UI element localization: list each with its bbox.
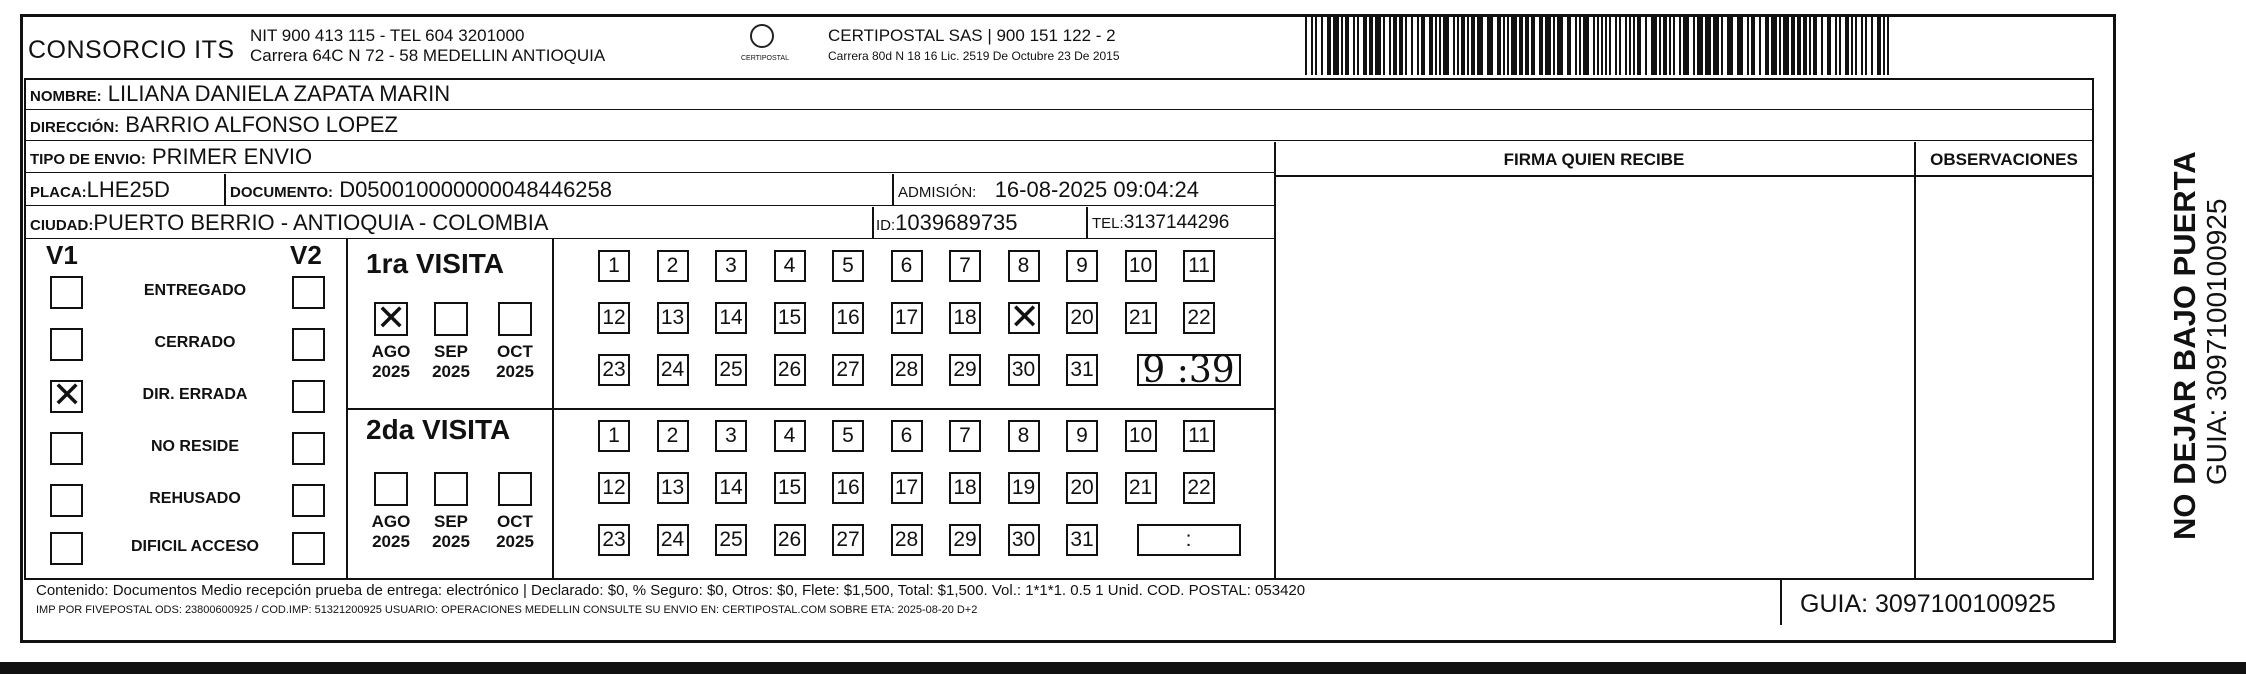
day-box-26[interactable]: 26 bbox=[774, 354, 806, 386]
barcode-bar bbox=[1683, 15, 1689, 75]
day-box-18[interactable]: 18 bbox=[949, 472, 981, 504]
barcode-bar bbox=[1851, 15, 1853, 75]
barcode-bar bbox=[1835, 15, 1837, 75]
day-box-22[interactable]: 22 bbox=[1183, 472, 1215, 504]
direccion-label: DIRECCIÓN: bbox=[30, 119, 120, 136]
divider bbox=[1274, 175, 2094, 177]
tel-label: TEL: bbox=[1092, 215, 1124, 232]
barcode-bar bbox=[1765, 15, 1769, 75]
day-box-15[interactable]: 15 bbox=[774, 302, 806, 334]
barcode-bar bbox=[1727, 15, 1733, 75]
v2-checkbox[interactable] bbox=[292, 532, 325, 565]
certipostal-logo bbox=[750, 24, 774, 48]
day-box-24[interactable]: 24 bbox=[657, 524, 689, 556]
contents-line: Contenido: Documentos Medio recepción prueba de entrega: electrónico | Declarado: $0, % Seguro: $0, Otros: $0, Flete: $1,500, Total: $1,500. Vol.: 1*1*1. 0.5 1 Unid. COD. POSTAL: 053420 bbox=[36, 582, 1306, 599]
barcode-bar bbox=[1601, 15, 1603, 75]
barcode bbox=[1305, 15, 1896, 75]
direccion-value: BARRIO ALFONSO LOPEZ bbox=[125, 112, 398, 137]
admision-label: ADMISIÓN: bbox=[898, 184, 977, 201]
barcode-bar bbox=[1705, 15, 1711, 75]
barcode-bar bbox=[1597, 15, 1599, 75]
barcode-bar bbox=[1855, 15, 1857, 75]
day-box-14[interactable]: 14 bbox=[715, 302, 747, 334]
day-box-16[interactable]: 16 bbox=[832, 472, 864, 504]
day-box-25[interactable]: 25 bbox=[715, 354, 747, 386]
status-label-no-reside: NO RESIDE bbox=[150, 438, 239, 455]
barcode-bar bbox=[1771, 15, 1777, 75]
barcode-bar bbox=[1443, 15, 1449, 75]
time-box[interactable]: 9 :39 bbox=[1137, 354, 1241, 386]
day-box-9[interactable]: 9 bbox=[1066, 250, 1098, 282]
barcode-bar bbox=[1453, 15, 1455, 75]
day-box-27[interactable]: 27 bbox=[832, 354, 864, 386]
visit2-title: 2da VISITA bbox=[366, 414, 511, 445]
barcode-bar bbox=[1629, 15, 1631, 75]
documento-label: DOCUMENTO: bbox=[230, 184, 334, 201]
barcode-bar bbox=[1439, 15, 1441, 75]
company-nit: NIT 900 413 115 - TEL 604 3201000 bbox=[250, 26, 525, 45]
scan-bottom-edge bbox=[0, 662, 2246, 674]
day-box-2[interactable]: 2 bbox=[657, 250, 689, 282]
barcode-bar bbox=[1345, 15, 1349, 75]
barcode-bar bbox=[1467, 15, 1469, 75]
barcode-bar bbox=[1575, 15, 1577, 75]
day-box-9[interactable]: 9 bbox=[1066, 420, 1098, 452]
barcode-bar bbox=[1321, 15, 1323, 75]
barcode-bar bbox=[1779, 15, 1781, 75]
barcode-bar bbox=[1759, 15, 1761, 75]
barcode-bar bbox=[1615, 15, 1617, 75]
month-label: SEP bbox=[433, 342, 469, 361]
observaciones-header: OBSERVACIONES bbox=[1930, 150, 2078, 169]
day-box-13[interactable]: 13 bbox=[657, 472, 689, 504]
carrier-info bbox=[828, 26, 1120, 66]
day-box-28[interactable]: 28 bbox=[891, 524, 923, 556]
divider bbox=[1914, 142, 1916, 580]
barcode-bar bbox=[1393, 15, 1397, 75]
placa-value: LHE25D bbox=[86, 177, 170, 202]
visit1-title: 1ra VISITA bbox=[366, 248, 504, 279]
day-box-14[interactable]: 14 bbox=[715, 472, 747, 504]
barcode-bar bbox=[1713, 15, 1719, 75]
barcode-bar bbox=[1693, 15, 1695, 75]
x-mark: ✕ bbox=[376, 298, 407, 339]
day-box-10[interactable]: 10 bbox=[1125, 420, 1157, 452]
v2-checkbox[interactable] bbox=[292, 380, 325, 413]
placa-label: PLACA: bbox=[30, 184, 87, 201]
month-checkbox-sep[interactable] bbox=[434, 472, 468, 506]
time-box[interactable]: : bbox=[1137, 524, 1241, 556]
tel-field bbox=[1092, 207, 1229, 239]
month-checkbox-ago[interactable] bbox=[374, 472, 408, 506]
placa-field bbox=[30, 174, 170, 208]
barcode-bar bbox=[1619, 15, 1621, 75]
divider bbox=[1086, 207, 1088, 238]
barcode-bar bbox=[1583, 15, 1589, 75]
month-checkbox-oct[interactable] bbox=[498, 302, 532, 336]
day-box-15[interactable]: 15 bbox=[774, 472, 806, 504]
barcode-bar bbox=[1651, 15, 1657, 75]
day-box-30[interactable]: 30 bbox=[1008, 354, 1040, 386]
day-box-11[interactable]: 11 bbox=[1183, 420, 1215, 452]
day-box-12[interactable]: 12 bbox=[598, 302, 630, 334]
barcode-bar bbox=[1457, 15, 1459, 75]
ciudad-label: CIUDAD: bbox=[30, 217, 94, 234]
v2-checkbox[interactable] bbox=[292, 328, 325, 361]
day-box-5[interactable]: 5 bbox=[832, 420, 864, 452]
barcode-bar bbox=[1645, 15, 1647, 75]
day-box-21[interactable]: 21 bbox=[1125, 302, 1157, 334]
year-label: 2025 bbox=[496, 362, 534, 381]
barcode-bar bbox=[1673, 15, 1675, 75]
direccion-row bbox=[26, 111, 2092, 141]
id-label: ID: bbox=[876, 217, 896, 234]
status-label-rehusado: REHUSADO bbox=[149, 490, 241, 507]
barcode-bar bbox=[1539, 15, 1543, 75]
status-label-dificil-acceso: DIFICIL ACCESO bbox=[130, 538, 259, 555]
barcode-bar bbox=[1471, 15, 1475, 75]
divider bbox=[224, 174, 226, 205]
barcode-bar bbox=[1497, 15, 1501, 75]
carrier-address: Carrera 80d N 18 16 Lic. 2519 De Octubre 23 De 2015 bbox=[828, 49, 1120, 63]
barcode-bar bbox=[1369, 15, 1373, 75]
barcode-bar bbox=[1697, 15, 1703, 75]
barcode-bar bbox=[1845, 15, 1849, 75]
barcode-bar bbox=[1519, 15, 1523, 75]
v1-checkbox[interactable] bbox=[50, 532, 83, 565]
v1-checkbox[interactable] bbox=[50, 375, 83, 416]
status-label-dir-errada: DIR. ERRADA bbox=[142, 386, 248, 403]
nombre-row bbox=[26, 80, 2092, 110]
v1-label: V1 bbox=[46, 240, 78, 270]
barcode-bar bbox=[1487, 15, 1493, 75]
barcode-bar bbox=[1605, 15, 1607, 75]
day-box-5[interactable]: 5 bbox=[832, 250, 864, 282]
barcode-bar bbox=[1557, 15, 1563, 75]
barcode-bar bbox=[1679, 15, 1681, 75]
day-box-19[interactable] bbox=[1008, 297, 1040, 338]
day-box-22[interactable]: 22 bbox=[1183, 302, 1215, 334]
scan-edge bbox=[0, 0, 2246, 8]
barcode-bar bbox=[1821, 15, 1823, 75]
barcode-bar bbox=[1791, 15, 1795, 75]
day-box-30[interactable]: 30 bbox=[1008, 524, 1040, 556]
barcode-bar bbox=[1567, 15, 1571, 75]
tipo-value: PRIMER ENVIO bbox=[151, 144, 313, 169]
nombre-label: NOMBRE: bbox=[30, 88, 102, 105]
day-box-31[interactable]: 31 bbox=[1066, 354, 1098, 386]
divider bbox=[552, 239, 554, 580]
company-name: CONSORCIO ITS bbox=[28, 36, 235, 64]
barcode-bar bbox=[1357, 15, 1359, 75]
day-box-21[interactable]: 21 bbox=[1125, 472, 1157, 504]
tel-value: 3137144296 bbox=[1123, 212, 1230, 233]
company-info bbox=[250, 26, 605, 66]
barcode-bar bbox=[1609, 15, 1611, 75]
print-info-line: IMP POR FIVEPOSTAL ODS: 23800600925 / COD.IMP: 51321200925 USUARIO: OPERACIONES MEDELLIN CONSULTE SU ENVIO EN: CERTIPOSTAL.COM SOBRE ETA: 2025-08-20 D+2 bbox=[36, 604, 978, 616]
day-box-7[interactable]: 7 bbox=[949, 250, 981, 282]
barcode-bar bbox=[1871, 15, 1873, 75]
barcode-bar bbox=[1579, 15, 1581, 75]
day-box-4[interactable]: 4 bbox=[774, 250, 806, 282]
v1-checkbox[interactable] bbox=[50, 484, 83, 517]
v2-label: V2 bbox=[290, 240, 322, 270]
barcode-bar bbox=[1669, 15, 1671, 75]
guia-vertical: GUIA: 3097100100925 bbox=[2201, 198, 2232, 485]
divider bbox=[346, 408, 1274, 410]
barcode-bar bbox=[1461, 15, 1465, 75]
day-box-3[interactable]: 3 bbox=[715, 250, 747, 282]
barcode-bar bbox=[1411, 15, 1413, 75]
barcode-bar bbox=[1389, 15, 1391, 75]
barcode-bar bbox=[1383, 15, 1385, 75]
day-box-11[interactable]: 11 bbox=[1183, 250, 1215, 282]
barcode-bar bbox=[1747, 15, 1749, 75]
v1-checkbox[interactable] bbox=[50, 432, 83, 465]
barcode-bar bbox=[1333, 15, 1339, 75]
day-box-31[interactable]: 31 bbox=[1066, 524, 1098, 556]
day-box-17[interactable]: 17 bbox=[891, 472, 923, 504]
day-box-18[interactable]: 18 bbox=[949, 302, 981, 334]
day-box-19[interactable]: 19 bbox=[1008, 472, 1040, 504]
day-box-27[interactable]: 27 bbox=[832, 524, 864, 556]
barcode-bar bbox=[1421, 15, 1425, 75]
barcode-bar bbox=[1531, 15, 1535, 75]
month-label: AGO bbox=[371, 342, 411, 361]
barcode-bar bbox=[1883, 15, 1885, 75]
day-box-12[interactable]: 12 bbox=[598, 472, 630, 504]
day-box-25[interactable]: 25 bbox=[715, 524, 747, 556]
day-box-7[interactable]: 7 bbox=[949, 420, 981, 452]
divider bbox=[872, 207, 874, 238]
documento-field bbox=[230, 174, 612, 208]
year-label: 2025 bbox=[372, 532, 410, 551]
v2-checkbox[interactable] bbox=[292, 432, 325, 465]
barcode-bar bbox=[1809, 15, 1811, 75]
ciudad-field bbox=[30, 207, 549, 241]
day-box-24[interactable]: 24 bbox=[657, 354, 689, 386]
year-label: 2025 bbox=[372, 362, 410, 381]
month-checkbox-ago[interactable] bbox=[374, 298, 408, 339]
certipostal-logo-text: CERTIPOSTAL bbox=[741, 55, 789, 62]
barcode-bar bbox=[1813, 15, 1817, 75]
barcode-bar bbox=[1797, 15, 1801, 75]
v1-checkbox[interactable] bbox=[50, 328, 83, 361]
day-box-23[interactable]: 23 bbox=[598, 524, 630, 556]
no-dejar-bajo-puerta: NO DEJAR BAJO PUERTA bbox=[2167, 151, 2202, 540]
divider bbox=[346, 239, 348, 580]
barcode-bar bbox=[1341, 15, 1343, 75]
day-box-3[interactable]: 3 bbox=[715, 420, 747, 452]
barcode-bar bbox=[1311, 15, 1313, 75]
barcode-bar bbox=[1507, 15, 1509, 75]
barcode-bar bbox=[1625, 15, 1627, 75]
barcode-bar bbox=[1877, 15, 1881, 75]
barcode-bar bbox=[1593, 15, 1595, 75]
firma-header: FIRMA QUIEN RECIBE bbox=[1503, 150, 1685, 169]
nombre-value: LILIANA DANIELA ZAPATA MARIN bbox=[107, 81, 451, 106]
divider bbox=[1274, 142, 1276, 580]
x-mark: ✕ bbox=[1009, 297, 1040, 338]
barcode-bar bbox=[1363, 15, 1367, 75]
day-box-23[interactable]: 23 bbox=[598, 354, 630, 386]
month-label: AGO bbox=[371, 512, 411, 531]
divider bbox=[1780, 578, 1782, 625]
barcode-bar bbox=[1375, 15, 1381, 75]
barcode-bar bbox=[1865, 15, 1867, 75]
barcode-bar bbox=[1659, 15, 1661, 75]
month-label: SEP bbox=[433, 512, 469, 531]
month-label: OCT bbox=[497, 512, 533, 531]
status-label-cerrado: CERRADO bbox=[154, 334, 236, 351]
barcode-bar bbox=[1721, 15, 1723, 75]
day-box-8[interactable]: 8 bbox=[1008, 250, 1040, 282]
day-box-13[interactable]: 13 bbox=[657, 302, 689, 334]
day-box-6[interactable]: 6 bbox=[891, 420, 923, 452]
barcode-bar bbox=[1737, 15, 1743, 75]
barcode-bar bbox=[1435, 15, 1437, 75]
barcode-bar bbox=[1399, 15, 1403, 75]
month-label: OCT bbox=[497, 342, 533, 361]
day-box-17[interactable]: 17 bbox=[891, 302, 923, 334]
barcode-bar bbox=[1405, 15, 1407, 75]
admision-value: 16-08-2025 09:04:24 bbox=[994, 177, 1199, 202]
barcode-bar bbox=[1887, 15, 1889, 75]
barcode-bar bbox=[1633, 15, 1635, 75]
id-value: 1039689735 bbox=[895, 210, 1018, 235]
admision-field bbox=[898, 174, 1199, 208]
tipo-label: TIPO DE ENVIO: bbox=[30, 151, 146, 168]
day-box-2[interactable]: 2 bbox=[657, 420, 689, 452]
barcode-bar bbox=[1803, 15, 1807, 75]
barcode-bar bbox=[1525, 15, 1529, 75]
status-label-entregado: ENTREGADO bbox=[143, 282, 247, 299]
day-box-6[interactable]: 6 bbox=[891, 250, 923, 282]
tipo-row bbox=[26, 142, 1274, 173]
v1-checkbox[interactable] bbox=[50, 276, 83, 309]
barcode-bar bbox=[1429, 15, 1433, 75]
barcode-bar bbox=[1553, 15, 1555, 75]
year-label: 2025 bbox=[496, 532, 534, 551]
v2-checkbox[interactable] bbox=[292, 484, 325, 517]
barcode-bar bbox=[1417, 15, 1419, 75]
day-box-1[interactable]: 1 bbox=[598, 420, 630, 452]
ciudad-row bbox=[26, 207, 1274, 239]
x-mark: ✕ bbox=[52, 375, 83, 416]
barcode-bar bbox=[1353, 15, 1355, 75]
documento-value: D050010000000048446258 bbox=[339, 177, 613, 202]
day-box-16[interactable]: 16 bbox=[832, 302, 864, 334]
placa-row bbox=[26, 174, 1274, 206]
divider bbox=[26, 578, 2092, 580]
barcode-bar bbox=[1545, 15, 1551, 75]
barcode-bar bbox=[1827, 15, 1831, 75]
ciudad-value: PUERTO BERRIO - ANTIOQUIA - COLOMBIA bbox=[93, 210, 549, 235]
barcode-bar bbox=[1861, 15, 1863, 75]
id-field bbox=[876, 207, 1018, 241]
day-box-28[interactable]: 28 bbox=[891, 354, 923, 386]
v2-checkbox[interactable] bbox=[292, 276, 325, 309]
barcode-bar bbox=[1511, 15, 1517, 75]
guia-footer: GUIA: 3097100100925 bbox=[1800, 590, 2056, 618]
day-box-1[interactable]: 1 bbox=[598, 250, 630, 282]
carrier-nit: CERTIPOSTAL SAS | 900 151 122 - 2 bbox=[828, 26, 1116, 45]
day-box-8[interactable]: 8 bbox=[1008, 420, 1040, 452]
day-box-20[interactable]: 20 bbox=[1066, 302, 1098, 334]
day-box-20[interactable]: 20 bbox=[1066, 472, 1098, 504]
barcode-bar bbox=[1751, 15, 1755, 75]
barcode-bar bbox=[1637, 15, 1641, 75]
month-checkbox-sep[interactable] bbox=[434, 302, 468, 336]
day-box-10[interactable]: 10 bbox=[1125, 250, 1157, 282]
divider bbox=[892, 174, 894, 205]
barcode-bar bbox=[1327, 15, 1331, 75]
barcode-bar bbox=[1305, 15, 1307, 75]
year-label: 2025 bbox=[432, 532, 470, 551]
barcode-bar bbox=[1663, 15, 1667, 75]
month-checkbox-oct[interactable] bbox=[498, 472, 532, 506]
day-box-26[interactable]: 26 bbox=[774, 524, 806, 556]
barcode-bar bbox=[1477, 15, 1483, 75]
day-box-29[interactable]: 29 bbox=[949, 524, 981, 556]
barcode-bar bbox=[1783, 15, 1789, 75]
barcode-bar bbox=[1839, 15, 1841, 75]
company-address: Carrera 64C N 72 - 58 MEDELLIN ANTIOQUIA bbox=[250, 46, 606, 65]
barcode-bar bbox=[1315, 15, 1317, 75]
year-label: 2025 bbox=[432, 362, 470, 381]
barcode-bar bbox=[1503, 15, 1505, 75]
day-box-29[interactable]: 29 bbox=[949, 354, 981, 386]
day-box-4[interactable]: 4 bbox=[774, 420, 806, 452]
